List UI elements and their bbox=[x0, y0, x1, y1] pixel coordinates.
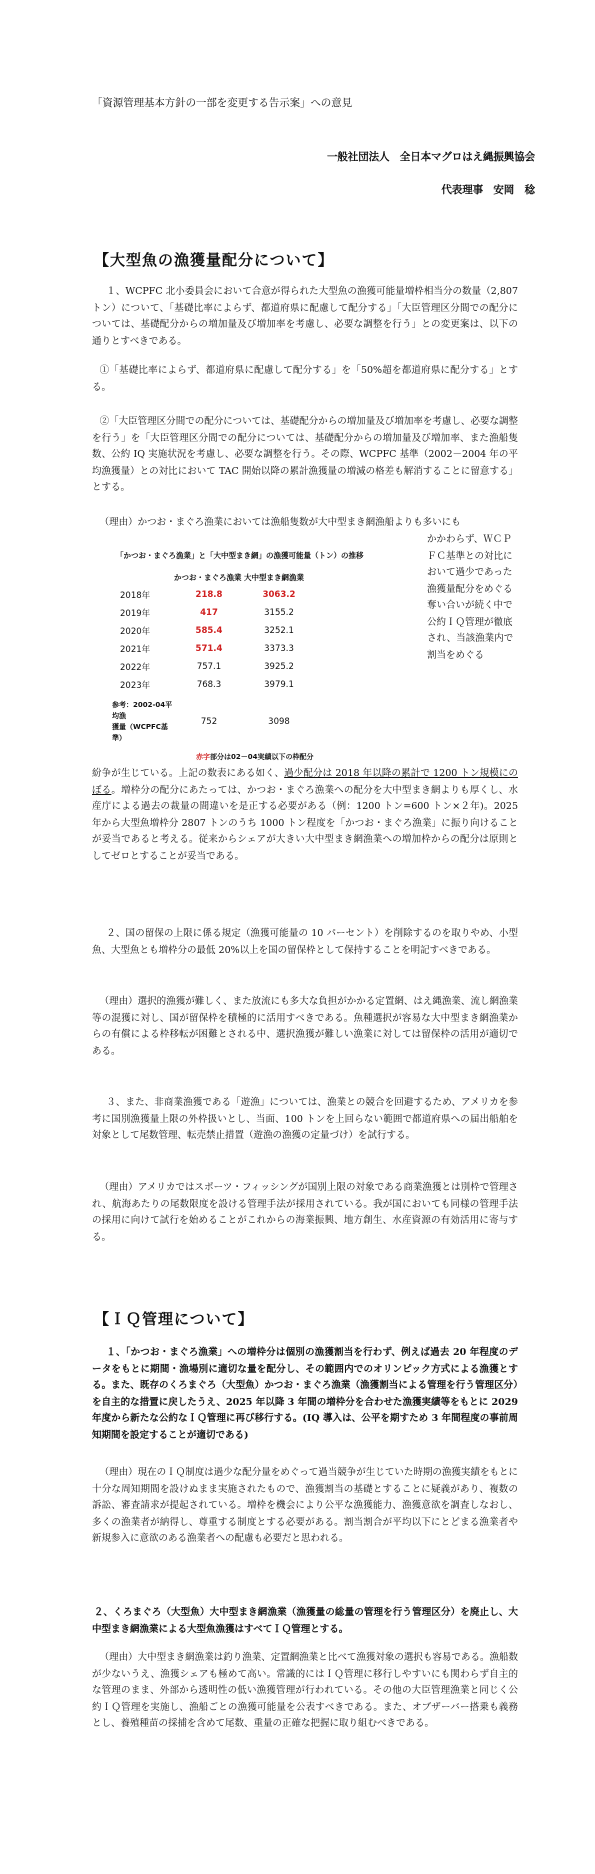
paragraph-reason-continued bbox=[92, 766, 518, 865]
iq-paragraph-1: １、「かつお・まぐろ漁業」への増枠分は個別の漁獲割当を行わず、例えば過去 20 年程度のデータをもとに期間・漁場別に適切な量を配分し、その範囲内でのオリンピック方式による漁獲とする。また、既存のくろまぐろ（大型魚）かつお・まぐろ漁業（漁獲割当による管理を行う管理区分）を自主的な措置に戻したうえ、2025 年以降 3 年間の増枠分を合わせた漁獲実績等をもとに 2029 年度から新たな公約なＩＱ管理に再び移行する。(IQ 導入は、公平を期すため 3 年間程度の事前周知期間を設定することが適切である) bbox=[92, 1347, 518, 1441]
organization-name: 一般社団法人 全日本マグロはえ縄振興協会 bbox=[327, 151, 535, 163]
iq-paragraph-1-reason: （理由）現在のＩＱ制度は過少な配分量をめぐって過当競争が生じていた時期の漁獲実績をもとに十分な周知期間を設けぬまま実施されたもので、漁獲割当の基礎とすることに疑義があり、複数の訴訟、審査請求が提起されている。増枠を機会により公平な漁獲能力、漁獲意欲を調査しなおし、多くの漁業者が納得し、尊重する制度とする必要がある。割当割合が平均以下にとどまる漁業者や新規参入に意欲のある漁業者への配慮も必要だと思われる。 bbox=[92, 1467, 518, 1544]
table-cell-makiami: 3063.2 bbox=[262, 590, 296, 600]
allocation-table bbox=[112, 568, 314, 744]
table-row bbox=[112, 676, 314, 694]
paragraph-reason-first-line: （理由）かつお・まぐろ漁業においては漁船隻数が大中型まき網漁船よりも多いにも bbox=[99, 517, 461, 528]
table-note bbox=[196, 752, 313, 762]
table-col-header-katsuo: かつお・まぐろ漁業 bbox=[174, 572, 242, 582]
table-cell-year: 2023年 bbox=[120, 681, 151, 691]
reason-text-underlined: 過少配分は 2018 年以降の累計で 1200 トン規模にのぼる bbox=[92, 768, 519, 796]
table-note-red: 赤字 bbox=[196, 753, 210, 761]
table-cell-year: 2022年 bbox=[120, 663, 151, 673]
table-row bbox=[112, 604, 314, 622]
section-heading-allocation: 【大型魚の漁獲量配分について】 bbox=[94, 251, 334, 269]
representative-name: 代表理事 安岡 稔 bbox=[441, 184, 535, 196]
reason-text-a: 紛争が生じている。上記の数表にある如く、 bbox=[92, 768, 285, 779]
paragraph-2: ２、国の留保の上限に係る規定（漁獲可能量の 10 パーセント）を削除するのを取りやめ、小型魚、大型魚とも増枠分の最低 20%以上を国の留保枠として保持することを明記すべきである。 bbox=[92, 928, 518, 956]
table-cell-katsuo: 417 bbox=[200, 608, 218, 618]
table-col-header-makiami: 大中型まき網漁業 bbox=[244, 572, 304, 582]
table-reference-label bbox=[112, 694, 174, 744]
table-cell-katsuo: 757.1 bbox=[196, 662, 222, 672]
paragraph-1-item-2: ②「大臣管理区分間での配分については、基礎配分からの増加量及び増加率を考慮し、必要な調整を行う」を「大臣管理区分間での配分については、基礎配分からの増加量及び増加率、また漁船隻数、公約 IQ 実施状況を考慮し、必要な調整を行う。その際、WCPFC 基準（2002－2004 年の平均漁獲量）との対比において TAC 開始以降の累計漁獲量の増減の格差も解消することに留意する」とする。 bbox=[92, 416, 518, 493]
table-cell-year: 2020年 bbox=[120, 627, 151, 637]
table-title: 「かつお・まぐろ漁業」と「大中型まき網」の漁獲可能量（トン）の推移 bbox=[116, 551, 364, 560]
paragraph-2-reason: （理由）選択的漁獲が難しく、また放流にも多大な負担がかかる定置網、はえ縄漁業、流し網漁業等の混獲に対し、国が留保枠を積極的に活用すべきである。魚種選択が容易な大中型まき網漁業からの有償による枠移転が困難とされる中、選択漁獲が難しい漁業に対しては留保枠の活用が適切である。 bbox=[92, 996, 518, 1057]
paragraph-1: １、WCPFC 北小委員会において合意が得られた大型魚の漁獲可能量増枠相当分の数量（2,807 トン）について、「基礎比率によらず、都道府県に配慮して配分する」「大臣管理区分間での配分については、基礎配分からの増加量及び増加率を考慮し、必要な調整を行う」との変更案は、以下の通りとすべきである。 bbox=[92, 286, 518, 347]
paragraph-1-item-1: ①「基礎比率によらず、都道府県に配慮して配分する」を「50%超を都道府県に配分する」とする。 bbox=[92, 365, 518, 393]
table-note-text: 部分は02－04実績以下の枠配分 bbox=[210, 753, 314, 761]
table-cell-makiami: 3925.2 bbox=[264, 662, 294, 672]
table-cell-year: 2021年 bbox=[120, 645, 151, 655]
table-cell-katsuo: 768.3 bbox=[196, 680, 222, 690]
table-cell-makiami: 3373.3 bbox=[264, 644, 294, 654]
table-row bbox=[112, 586, 314, 604]
table-reference-a: 752 bbox=[200, 717, 218, 727]
table-cell-makiami: 3979.1 bbox=[264, 680, 294, 690]
table-cell-makiami: 3252.1 bbox=[264, 626, 294, 636]
table-cell-katsuo: 218.8 bbox=[195, 590, 223, 600]
table-reference-b: 3098 bbox=[268, 717, 290, 727]
paragraph-reason-side: かかわらず、ＷＣＰＦＣ基準との対比において過少であった漁獲量配分をめぐる奪い合いが続く中で公約ＩＱ管理が徹底され、当該漁業内で割当をめぐる bbox=[427, 534, 514, 661]
table-row bbox=[112, 622, 314, 640]
table-cell-makiami: 3155.2 bbox=[264, 608, 294, 618]
iq-paragraph-2: ２、くろまぐろ（大型魚）大中型まき網漁業（漁獲量の総量の管理を行う管理区分）を廃止し、大中型まき網漁業による大型魚漁獲はすべてＩＱ管理とする。 bbox=[92, 1607, 518, 1635]
table-cell-year: 2019年 bbox=[120, 609, 151, 619]
document-title: 「資源管理基本方針の一部を変更する告示案」への意見 bbox=[92, 97, 352, 109]
paragraph-3: ３、また、非商業漁獲である「遊漁」については、漁業との競合を回避するため、アメリカを参考に国別漁獲量上限の外枠扱いとし、当面、100 トンを上回らない範囲で都道府県への届出船舶を対象として尾数管理、転売禁止措置（遊漁の漁獲の定量づけ）を試行する。 bbox=[92, 1097, 518, 1141]
table-cell-year: 2018年 bbox=[120, 591, 151, 601]
paragraph-3-reason: （理由）アメリカではスポーツ・フィッシングが国別上限の対象である商業漁獲とは別枠で管理され、航海あたりの尾数限度を設ける管理手法が採用されている。我が国においても同様の管理手法の採用に向けて試行を始めることがこれからの海業振興、地方創生、水産資源の有効活用に寄与する。 bbox=[92, 1182, 518, 1243]
table-row bbox=[112, 640, 314, 658]
table-cell-katsuo: 585.4 bbox=[195, 626, 223, 636]
iq-paragraph-2-reason: （理由）大中型まき網漁業は釣り漁業、定置網漁業と比べて漁獲対象の選択も容易である。漁船数が少ないうえ、漁獲シェアも極めて高い。常識的にはＩＱ管理に移行しやすいにも関わらず自主的な管理のまま、外部から透明性の低い漁獲管理が行われている。その他の大臣管理漁業と同じく公約ＩＱ管理を実施し、漁船ごとの漁獲可能量を公表すべきである。また、オブザーバー搭乗も義務とし、養殖種苗の採捕を含めて尾数、重量の正確な把握に取り組むべきである。 bbox=[92, 1652, 518, 1729]
section-heading-iq: 【ＩＱ管理について】 bbox=[94, 1310, 254, 1328]
table-reference-label-line1: 参考：2002-04平均漁 bbox=[112, 701, 173, 720]
reason-text-b: 。増枠分の配分にあたっては、かつお・まぐろ漁業への配分を大中型まき網よりも厚くし、水産庁による過去の裁量の間違いを是正する必要がある（例：1200 トン=600 トン×２年)。2025 年から大型魚増枠分 2807 トンのうち 1000 トン程度を「かつお・まぐろ漁業」に振り向けることが妥当であると考える。従来からシェアが大きい大中型まき網漁業への増加枠からの配分は原則としてゼロとすることが妥当である。 bbox=[92, 784, 518, 862]
table-cell-katsuo: 571.4 bbox=[195, 644, 223, 654]
table-row bbox=[112, 658, 314, 676]
table-reference-label-line2: 獲量（WCPFC基準） bbox=[112, 723, 168, 742]
